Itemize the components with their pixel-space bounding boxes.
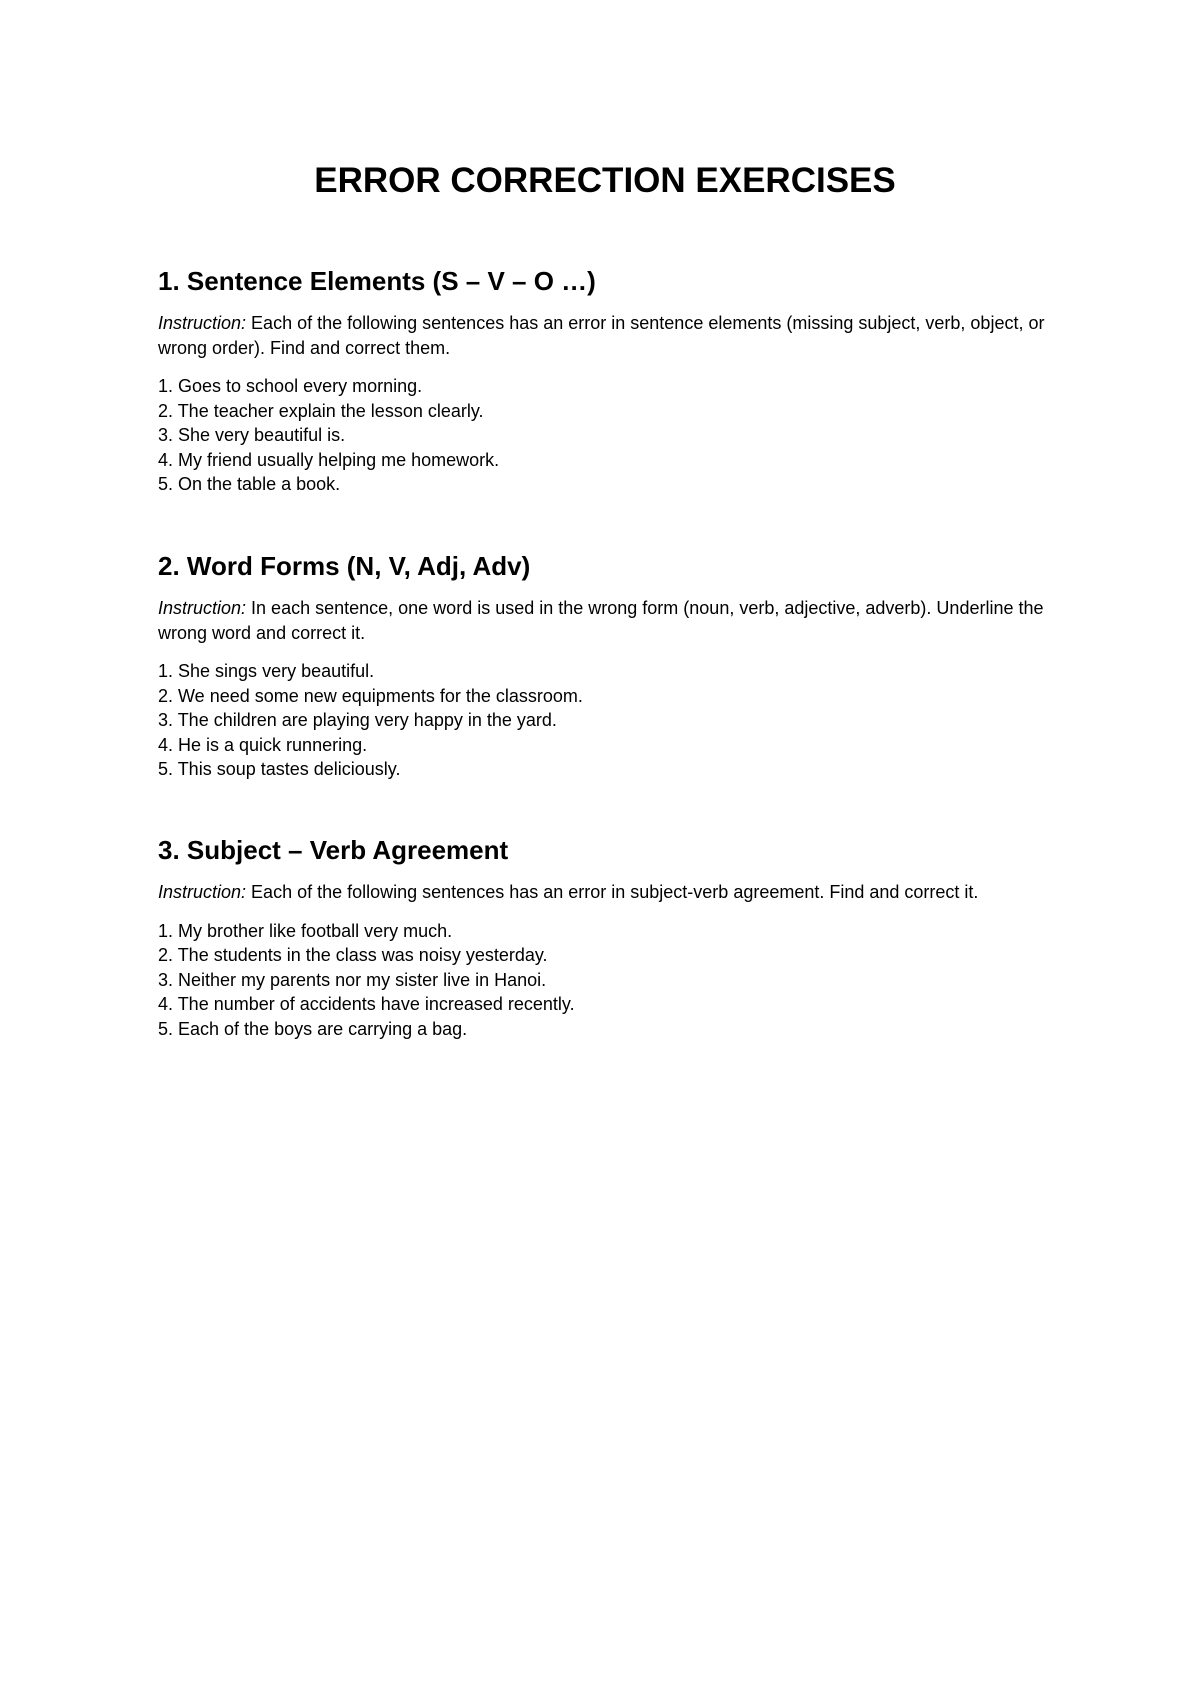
- section-heading: 2. Word Forms (N, V, Adj, Adv): [158, 551, 531, 581]
- section-sentence-elements: [158, 265, 1058, 497]
- list-item: 5. On the table a book.: [158, 474, 341, 494]
- list-item: 2. We need some new equipments for the classroom.: [158, 685, 583, 706]
- section-instruction: [158, 880, 1058, 905]
- list-item: 1. She sings very beautiful.: [158, 661, 375, 681]
- instruction-text: Each of the following sentences has an error in subject-verb agreement. Find and correct it.: [246, 882, 979, 902]
- list-item: 4. He is a quick runnering.: [158, 734, 368, 755]
- list-item: 2. The teacher explain the lesson clearly.: [158, 400, 484, 421]
- list-item: 4. My friend usually helping me homework.: [158, 449, 500, 470]
- section-heading: 3. Subject – Verb Agreement: [158, 835, 509, 865]
- instruction-text: In each sentence, one word is used in the wrong form (noun, verb, adjective, adverb). Underline the wrong word and correct it.: [158, 598, 1044, 643]
- exercise-list: [158, 919, 1058, 1042]
- list-item: 2. The students in the class was noisy yesterday.: [158, 945, 548, 965]
- document-title: ERROR CORRECTION EXERCISES: [314, 161, 896, 200]
- list-item: 1. My brother like football very much.: [158, 920, 453, 941]
- section-instruction: [158, 311, 1058, 360]
- list-item: 3. Neither my parents nor my sister live in Hanoi.: [158, 969, 547, 990]
- instruction-label: Instruction:: [158, 598, 247, 618]
- list-item: 5. This soup tastes deliciously.: [158, 759, 401, 779]
- list-item: 3. She very beautiful is.: [158, 425, 346, 445]
- section-subject-verb-agreement: [158, 834, 1058, 1041]
- list-item: 1. Goes to school every morning.: [158, 376, 423, 396]
- instruction-text: Each of the following sentences has an error in sentence elements (missing subject, verb, object, or wrong order). Find and correct them.: [158, 313, 1045, 358]
- section-word-forms: [158, 550, 1058, 782]
- section-instruction: [158, 596, 1058, 645]
- section-heading: 1. Sentence Elements (S – V – O …): [158, 266, 596, 296]
- instruction-label: Instruction:: [158, 882, 247, 902]
- instruction-label: Instruction:: [158, 313, 247, 333]
- list-item: 3. The children are playing very happy in the yard.: [158, 710, 557, 730]
- list-item: 5. Each of the boys are carrying a bag.: [158, 1018, 468, 1039]
- exercise-list: [158, 374, 1058, 497]
- exercise-list: [158, 659, 1058, 782]
- list-item: 4. The number of accidents have increased recently.: [158, 994, 575, 1014]
